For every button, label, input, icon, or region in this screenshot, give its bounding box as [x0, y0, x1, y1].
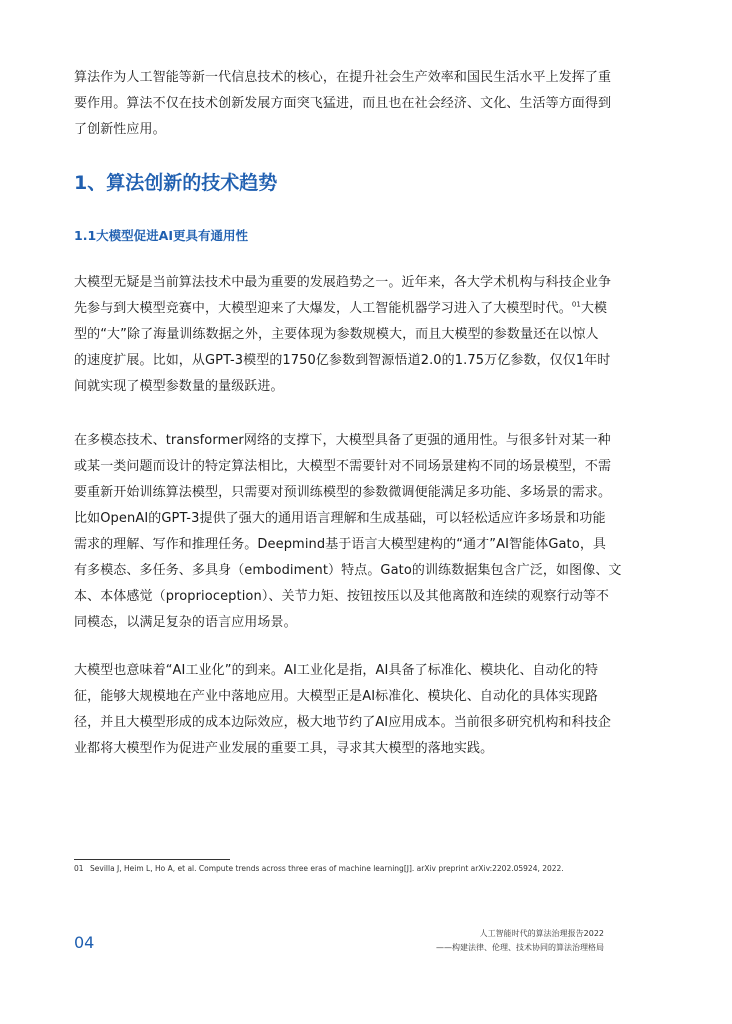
page-number: 04 [74, 933, 95, 952]
paragraph-generality [74, 428, 622, 636]
text-line: 比如OpenAI的GPT-3提供了强大的通用语言理解和生成基础，可以轻松适应许多场景和功能 [74, 511, 606, 526]
text-line [74, 296, 606, 322]
footnote-number: 01 [74, 864, 84, 873]
footnote [74, 864, 564, 873]
text-line: 征，能够大规模地在产业中落地应用。大模型正是AI标准化、模块化、自动化的具体实现路 [74, 689, 598, 704]
text-line: 大模型也意味着“AI工业化”的到来。AI工业化是指，AI具备了标准化、模块化、自动化的特 [74, 663, 599, 678]
text-line: 型的“大”除了海量训练数据之外，主要体现为参数规模大，而且大模型的参数量还在以惊人 [74, 327, 599, 342]
running-footer [436, 927, 604, 955]
text-line: 了创新性应用。 [74, 122, 166, 137]
footnote-text: Sevilla J, Heim L, Ho A, et al. Compute trends across three eras of machine learning[J]. arXiv preprint arXiv:2202.05924, 2022. [90, 864, 564, 873]
subsection-heading: 1.1大模型促进AI更具有通用性 [74, 228, 248, 243]
text-line: 算法作为人工智能等新一代信息技术的核心，在提升社会生产效率和国民生活水平上发挥了重 [74, 70, 612, 85]
paragraph-large-models [74, 270, 612, 400]
report-title: 人工智能时代的算法治理报告2022 [479, 929, 604, 938]
text-line: 本、本体感觉（proprioception）、关节力矩、按钮按压以及其他离散和连续的观察行动等不 [74, 589, 610, 604]
text-line: 的速度扩展。比如，从GPT-3模型的1750亿参数到智源悟道2.0的1.75万亿参数，仅仅1年时 [74, 353, 611, 368]
text-line: 业都将大模型作为促进产业发展的重要工具，寻求其大模型的落地实践。 [74, 741, 494, 756]
report-subtitle: ——构建法律、伦理、技术协同的算法治理格局 [436, 943, 604, 952]
section-heading: 1、算法创新的技术趋势 [74, 172, 278, 194]
paragraph-industrialization [74, 658, 611, 762]
text-line: 在多模态技术、transformer网络的支撑下，大模型具备了更强的通用性。与很多针对某一种 [74, 433, 611, 448]
text-line: 间就实现了模型参数量的量级跃进。 [74, 379, 284, 394]
text-line: 要重新开始训练算法模型，只需要对预训练模型的参数微调便能满足多功能、多场景的需求。 [74, 485, 612, 500]
text-line: 要作用。算法不仅在技术创新发展方面突飞猛进，而且也在社会经济、文化、生活等方面得到 [74, 96, 612, 111]
text-segment: 先参与到大模型竞赛中，大模型迎来了大爆发，人工智能机器学习进入了大模型时代。 [74, 301, 572, 316]
text-line: 或某一类问题而设计的特定算法相比，大模型不需要针对不同场景建构不同的场景模型，不需 [74, 459, 612, 474]
footnote-reference[interactable]: 01 [571, 300, 581, 309]
text-line: 径，并且大模型形成的成本边际效应，极大地节约了AI应用成本。当前很多研究机构和科技企 [74, 715, 611, 730]
text-line: 需求的理解、写作和推理任务。Deepmind基于语言大模型建构的“通才”AI智能体Gato，具 [74, 537, 607, 552]
text-line: 大模型无疑是当前算法技术中最为重要的发展趋势之一。近年来，各大学术机构与科技企业争 [74, 275, 612, 290]
text-line: 同模态，以满足复杂的语言应用场景。 [74, 615, 297, 630]
intro-paragraph [74, 65, 612, 143]
text-line: 有多模态、多任务、多具身（embodiment）特点。Gato的训练数据集包含广泛，如图像、文 [74, 563, 622, 578]
footnote-divider [74, 859, 230, 860]
text-segment: 大模 [580, 301, 608, 316]
